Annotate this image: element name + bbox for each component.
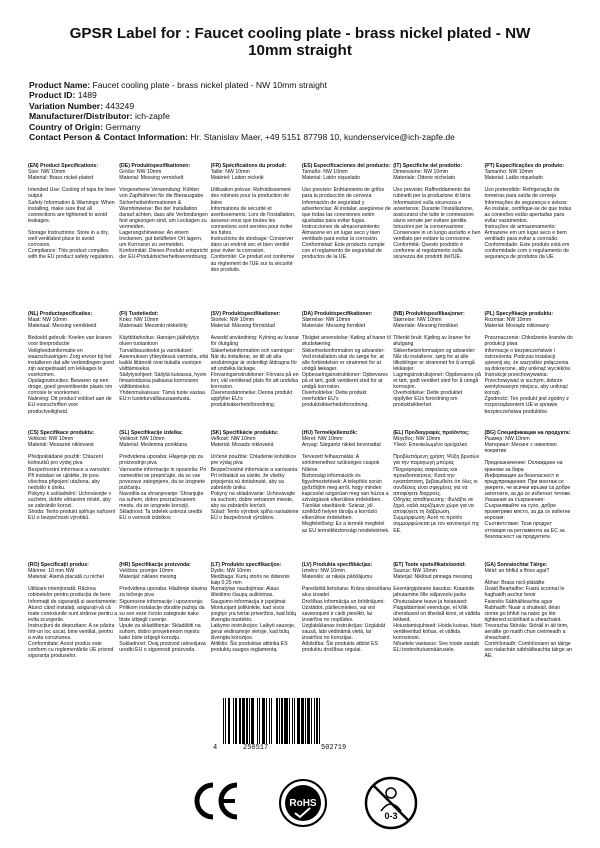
info-row-contact: Contact Person & Contact Information: Hr. Stanislav Maer, +49 5151 87798 10, kundenservice@ich-zapfe.de [29,132,455,143]
spec-row [28,311,576,430]
spec-block-it: (IT) Specifiche del prodotto: Dimensione: NW 10mm Materiale: Ottone nichelato Uso previsto: Raffreddamento dei rubinetti per la produzione di birra Informazioni sulla sicurezza e avvertenze: Durante l'installazione, assicurarsi che tutte le connessioni siano serrate per evitare perdite. Istruzioni per la conservazione: Conservare in un luogo asciutto e ben ventilato per evitare la corrosione. Conformità: Questo prodotto è conforme al regolamento sulla sicurezza dei prodotti dell'UE. [393,163,481,261]
spec-block-pt: (PT) Especificações do produto: Tamanho: NW 10mm Material: Latão niquelado Uso pretendido: Refrigeração de torneiras para saída de cerveja Informações de segurança e avisos: Ao instalar, certifique-se de que todas as conexões estão apertadas para evitar vazamentos. Instruções de armazenamento: Armazene em um lugar seco e bem ventilado para evitar a corrosão. Conformidade: Este produto está em conformidade com o regulamento de segurança de produtos da UE. [484,163,572,261]
spec-block-cs: (CS) Specifikace produktu: Velikost: NW 10mm Materiál: Mosazné niklované Předpokládané použití: Chlazení kohoutků pro výdej piva Bezpečnostní informace a varování: Při instalaci se ujistěte, že jsou všechna připojení utažena, aby nedošlo k úniku. Pokyny k uskladnění: Uchovávejte v suchém, dobře větraném místě, aby se zabránilo korozi. Shoda: Tento produkt splňuje nařízení EU o bezpečnosti výrobků. [28,430,116,522]
barcode-right-digits: 502719 [321,744,347,752]
spec-row [28,430,576,562]
spec-block-lv: (LV) Produkta specifikācijas: Izmērs: NW 10mm Materiāls: ar niķeļa pārklājumu Paredzētā lietošana: Krānu dzesēšana alus izvadei Drošības informācija un brīdinājumi: Uzstādot, pārliecinieties, vai visi savienojumi ir cieši pievilkti, lai izvairītos no noplūdes. Uzglabāšanas instrukcijas: Uzglabāt sausā, labi vēdināmā vietā, lai izvairītos no korozijas. Atbilstība: Šis produkts atbilst ES produktu drošības regulai. [301,562,392,654]
not-for-children-0-3-icon [363,775,419,831]
spec-row [28,562,576,707]
spec-block-en: (EN) Product Specifications: Size: NW 10mm Material: Brass nickel-plated Intended Use: Cooling of taps for beer output Safety Information & Warnings: When installing, make sure that all connections are tightened to avoid leakages. Storage Instructions: Store in a dry, well ventilated place to avoid corrosion. Compliance: This product complies with the EU product safety regulation. [28,163,116,261]
product-info [29,80,455,142]
compliance-icons [185,773,435,833]
barcode-bars [223,698,383,744]
spec-block-bg: (BG) Спецификации на продукта: Размер: NW 10mm Материал: Месинг с никелово покритие Предназначение: Охлаждане на кранове за бира Информация за безопасност и предупреждения: При монтаж се уверете, че всички връзки са добре затегнати, за да се избегнат течове. Указания за съхранение: Съхранявайте на сухо, добре проветриво място, за да се избегне корозия. Съответствие: Този продукт отговаря на регламента на ЕС за безопасност на продуктите. [484,430,572,540]
spec-block-lt: (LT) Produkto specifikacijos: Dydis: NW 10mm Medžiaga: Kurių storis ne didesnis kaip 0,25 mm Numatytas naudojimas: Alaus išleidimo čiaupų aušinimas. Saugumo informacija ir įspėjimai: Montuojant įsitikinkite, kad visos jungtys yra tvirtai priveržtos, kad būtų išvengta nuotėkio. Laikymo instrukcijos: Laikyti sausoje, gerai vėdinamoje vietoje, kad būtų išvengta korozijos. Atitiktis: Šis produktas atitinka ES produktų saugos reglamentą. [210,562,297,654]
rohs-compliant-icon [277,777,329,829]
info-row-country: Country of Origin: Germany [29,121,141,132]
ean-barcode [213,698,389,756]
spec-block-sl: (SL) Specifikacije izdelka: Velikost: NW 10mm Material: Medenina poniklana Predvidena uporaba: Hlajenje pip za proizvodnjo piva Varnostne informacije in opozorila: Pri namestitvi se prepričajte, da so vse povezave zategnjene, da se izognete puščanju. Navodila za shranjevanje: Shranjujte na suhem, dobro prezračevanem mestu, da se izognete koroziji. Skladnost: Ta izdelek ustreza uredbi EU o varnosti izdelkov. [119,430,207,522]
barcode-left-digit: 4 [213,744,218,752]
spec-block-hu: (HU) Termékjellemzők: Méret: NW 10mm Anyag: Sárgaréz nikkel bevonattal Tervezett felhasználás: A sörkimenethez szükséges csapok hűtése Biztonsági információk és figyelmeztetések: A telepítés során győződjön meg arról, hogy minden kapcsolat szigorúan meg van húzva a szivárgások elkerülése érdekében. Tárolási utasítások: Száraz, jól szellőző helyen tárolja a korrózió elkerülése érdekében. Megfelelőség: Ez a termék megfelel az EU termékbiztonsági rendeletének. [301,430,390,534]
info-row-variation: Variation Number: 443249 [29,100,135,111]
spec-block-es: (ES) Especificaciones del producto: Tamaño: NW 10mm Material: Latón niquelado Uso previsto: Enfriamiento de grifos para la producción de cerveza Información de seguridad y advertencias: Al instalar, asegúrese de que todas las conexiones estén ajustadas para evitar fugas. Instrucciones de almacenamiento: Almacene en un lugar seco y bien ventilado para evitar la corrosión. Conformidad: Este producto cumple con el reglamento de seguridad de productos de la UE. [301,163,391,261]
info-row-product-id: Product ID: 1489 [29,90,97,101]
spec-block-ga: (GA) Sonraíochtaí Táirge: Méid: an bhfiul a fhios agat? Ábhar: Brass nicil-plátáilte Úsáid Beartaithe: Fuarú sconnaí le haghaidh aschur beoir Faisnéis Sábháilteachta agus Rabhadh: Nuair a shuiteáil, déan cinnte go bhfuil na naisc go léir tightened sciúrthaid a sheachaint. Treoracha Stórála: Stóráil in áit tirim, aeráilte go maith chun creimeadh a sheachaint. Comhlíonadh: Comhlíonann an táirge seo rialachán sábháilteachta táirge an AE. [484,562,572,660]
title-line-2: 10mm straight [248,42,352,59]
info-row-manufacturer: Manufacturer/Distributor: ich-zapfe [29,111,170,122]
spec-block-sv: (SV) Produktspecifikationer: Storlek: NW 10mm Material: Mässing förnicklad Avsedd användning: Kylning av kranar för ölutgång Säkerhetsinformation och varningar: När du installerar, se till att alla anslutningar är ordentligt åtdragna för att undvika läckage. Förvaringsinstruktioner: Förvara på en torr, väl ventilerad plats för att undvika korrosion. Överensstämmelse: Denna produkt uppfyller EU:s produktsäkerhetsförordning. [210,311,300,409]
barcode-middle-digits: 250517 [243,744,269,752]
info-row-product-name: Product Name: Faucet cooling plate - brass nickel plated - NW 10mm straight [29,80,328,90]
document-title [0,25,600,59]
svg-text:RoHS: RoHS [289,798,317,809]
spec-block-nb: (NB) Produktspesifikasjoner: Størrelse: NW 10mm Materiale: Messing fornikket Tiltenkt bruk: Kjøling av kraner for ølutgang Sikkerhetsinformasjon og advarsler: Når du installerer, sørg for at alle tilkoblinger er strammet for å unngå lekkasjer. Lagringsinstruksjoner: Oppbevares på et tørt, godt ventilert sted for å unngå korrosjon. Overholdelse: Dette produktet oppfyller EUs forordning om produktsikkerhet. [393,311,481,409]
spec-block-ro: (RO) Specificații produs: Mărime: 10 mm NW Material: Alamă placată cu nichel Utilizare intenționată: Răcirea robinetelor pentru producția de bere Informații de siguranță și avertismente: Atunci când instalați, asigurați-vă că toate conexiunile sunt strânse pentru a evita scurgerile. Instrucțiuni de depozitare: A se păstra într-un loc uscat, bine ventilat, pentru a evita coroziunea. Conformitate: Acest produs este conform cu reglementările UE privind siguranța produselor. [28,562,118,660]
ce-mark-icon [193,781,241,821]
spec-block-pl: (PL) Specyfikacje produktu: Rozmiar: NW 10mm Materiał: Mosiądz niklowany Przeznaczenie: Chłodzenie kranów do produkcji piwa Informacje o bezpieczeństwie i ostrzeżenia: Podczas instalacji upewnij się, że wszystkie połączenia są dokręcone, aby uniknąć wycieków. Instrukcje przechowywania: Przechowywać w suchym, dobrze wentylowanym miejscu, aby uniknąć korozji. Zgodność: Ten produkt jest zgodny z rozporządzeniem UE w sprawie bezpieczeństwa produktów. [484,311,573,415]
spec-block-hr: (HR) Specifikacije proizvoda: Veličina: promjer 10mm Materijal: niklano mesing Predviđena uporaba: Hlađenje slavina za točenje piva Sigurnosne informacije i upozorenja: Prilikom instalacije obratite pažnju da su sve veze čvrsto zategnute kako biste izbjegli curenje. Upute za skladištenje: Skladištiti na suhom, dobro provjetrenom mjestu kako biste izbjegli koroziju. Sukladnost: Ovaj proizvod udovoljava uredbi EU o sigurnosti proizvoda. [119,562,207,654]
spec-block-da: (DA) Produktspecifikationer: Størrelse: NW 10mm Materiale: Messing forniklet Tilsigtet anvendelse: Køling af haner til øludskæring Sikkerhedsinformation og advarsler: Ved installation skal du sørge for, at alle forbindelser er strammet for at undgå lækager. Opbevaringsinstruktioner: Opbevares på et tørt, godt ventileret sted for at undgå korrosion. Overholdelse: Dette produkt overholder EU's produktsikkerhedsforordning. [301,311,391,409]
spec-block-fr: (FR) Spécifications du produit: Taille: NW 10mm Matériel: Laiton nickelé Utilisation prévue: Refroidissement des robinets pour la production de bière Informations de sécurité et avertissements: Lors de l'installation, assurez-vous que toutes les connexions sont serrées pour éviter les fuites. Instructions de stockage: Conserver dans un endroit sec et bien ventilé pour éviter la corrosion. Conformité: Ce produit est conforme au règlement de l'UE sur la sécurité des produits. [210,163,296,273]
svg-text:0-3: 0-3 [384,811,398,821]
barcode-bar [319,698,320,744]
spec-block-fi: (FI) Tuotetiedot: Koko: NW 10mm Materiaali: Messinki nikkelöity Käyttötarkoitus: Hanojen jäähdytys oluen tuotantoon Turvallisuustiedot ja varoitukset: Asennuksen yhteydessä varmista, että kaikki liitännät ovat tiukalla vuotojen välttämiseksi. Säilytysohjeet: Säilytä kuivassa, hyvin ilmastoidussa paikassa korroosion välttämiseksi. Yhdenmukaisuus: Tämä tuote vastaa EU:n tuoteturvallisuusasetusta. [119,311,209,403]
spec-block-nl: (NL) Productspecificaties: Maat: NW 10mm Materiaal: Messing vernikkeld Bedoeld gebruik: Koelen van kranen voor bierproductie Veiligheidsinformatie en waarschuwingen: Zorg ervoor bij het installeren dat alle verbindingen goed zijn aangedraaid om lekkages te voorkomen. Opslaginstructies: Bewaren op een droge, goed geventileerde plaats om corrosie te voorkomen. Naleving: Dit product voldoet aan de EU-voorschriften voor productveiligheid. [28,311,114,415]
spec-block-et: (ET) Toote spetsifikatsioonid: Suurus: NW 10mm Materjal: Niklitud pinnaga messing Eesmärgipärane kasutus: Kraanide jahutamine õlle väljavoolu jaoks Ohutusalane teave ja hoiatused: Paigaldamisel veenduge, et kõik ühendused on tihedalt kinni, et vältida lekkeid. Hoiustamisjuhised: Hoida kuivas, hästi ventileeritud kohas, et vältida korrosiooni. Nõuetele vastavus: See toode vastab ELi tooteohutusmäärusele. [393,562,482,654]
spec-block-el: (EL) Προδιαγραφές προϊόντος: Μέγεθος: NW 10mm Υλικό: Επινικελωμένο ορείχαλκο Προβλεπόμενη χρήση: Ψύξη βρυσών για την παραγωγή μπύρας Πληροφορίες ασφαλείας και προειδοποιήσεις: Κατά την εγκατάσταση, βεβαιωθείτε ότι όλες οι συνδέσεις είναι σφιγμένες για να αποφύγετε διαρροές. Οδηγίες αποθήκευσης: Φυλάξτε σε ξηρό, καλά αεριζόμενο χώρο για να αποφύγετε τη διάβρωση. Συμμόρφωση: Αυτό το προϊόν συμμορφώνεται με τον κανονισμό της ΕΕ. [393,430,480,534]
title-line-1: GPSR Label for : Faucet cooling plate - brass nickel plated - NW [69,25,531,42]
spec-block-de: (DE) Produktspezifikationen: Größe: NW 10mm Material: Messing vernickelt Vorgesehene Verwendung: Kühlen von Zapfhähnen für die Bierausgabe Sicherheitsinformationen & Warnhinweise: Bei der Installation darauf achten, dass alle Verbindungen fest angezogen sind, um Leckagen zu vermeiden. Lagerungshinweise: An einem trockenen, gut belüfteten Ort lagern, um Korrosion zu vermeiden. Konformität: Dieses Produkt entspricht der EU-Produktsicherheitsverordnung. [119,163,208,261]
spec-block-sk: (SK) Špecifikácie produktu: Veľkosť: NW 10mm Materiál: Mosadz niklovaná Určené použitie: Chladenie kohútikov pre výdaj piva Bezpečnostné informácie a varovania: Pri inštalácii sa uistite, že všetky pripojenia sú dotiahnuté, aby sa zabránilo úniku. Pokyny na skladovanie: Uchovávajte na suchom, dobre vetranom mieste, aby sa zabránilo korózii. Súlad: Tento výrobok spĺňa nariadenie EÚ o bezpečnosti výrobkov. [210,430,299,522]
specifications-grid [28,163,576,707]
spec-row [28,163,576,311]
